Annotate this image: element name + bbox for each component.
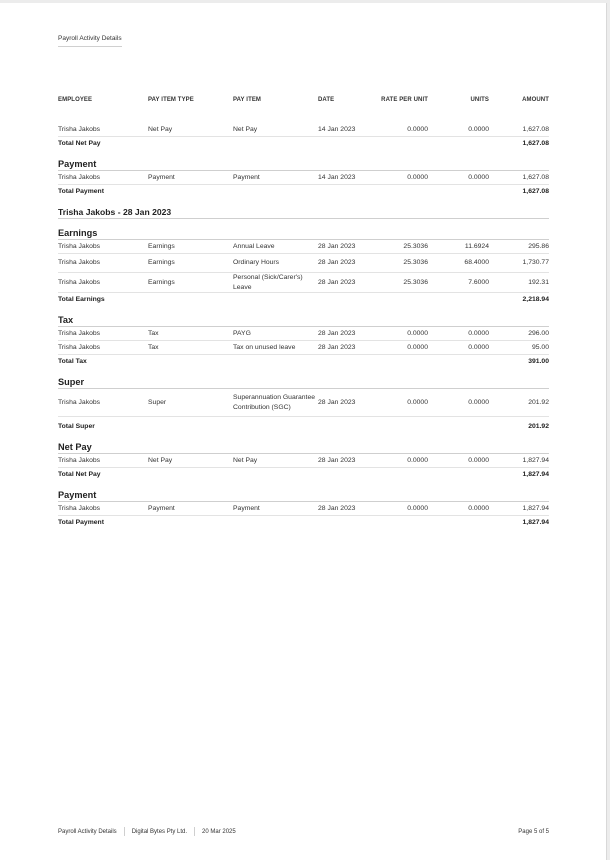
table-row: Trisha Jakobs Payment Payment 14 Jan 2023 0.0000 0.0000 1,627.08 <box>58 171 549 185</box>
page-footer <box>58 827 549 836</box>
total-row: Total Payment 1,627.08 <box>58 188 549 195</box>
section-title-net-pay: Net Pay <box>58 442 549 454</box>
table-row: Trisha Jakobs Earnings Personal (Sick/Carer's) Leave 28 Jan 2023 25.3036 7.6000 192.31 <box>58 273 549 293</box>
total-row: Total Net Pay 1,627.08 <box>58 140 549 147</box>
footer-date: 20 Mar 2025 <box>202 828 236 835</box>
footer-company: Digital Bytes Pty Ltd. <box>131 828 188 835</box>
total-row: Total Net Pay 1,827.94 <box>58 471 549 478</box>
report-page <box>0 3 606 860</box>
table-row: Trisha Jakobs Net Pay Net Pay 14 Jan 2023 0.0000 0.0000 1,627.08 <box>58 123 549 137</box>
table-row: Trisha Jakobs Tax Tax on unused leave 28 Jan 2023 0.0000 0.0000 95.00 <box>58 341 549 355</box>
table-row: Trisha Jakobs Earnings Ordinary Hours 28 Jan 2023 25.3036 68.4000 1,730.77 <box>58 254 549 273</box>
col-header-amount: AMOUNT <box>522 97 549 103</box>
table-row: Trisha Jakobs Net Pay Net Pay 28 Jan 2023 0.0000 0.0000 1,827.94 <box>58 454 549 468</box>
total-row: Total Payment 1,827.94 <box>58 519 549 526</box>
footer-page-number: Page 5 of 5 <box>518 828 549 835</box>
footer-report-name: Payroll Activity Details <box>58 828 117 835</box>
total-row: Total Earnings 2,218.94 <box>58 296 549 303</box>
total-row: Total Super 201.92 <box>58 423 549 430</box>
document-title: Payroll Activity Details <box>58 35 122 47</box>
col-header-pay-item-type: PAY ITEM TYPE <box>148 97 194 103</box>
col-header-employee: EMPLOYEE <box>58 97 93 103</box>
col-header-date: DATE <box>318 97 335 103</box>
section-title-earnings: Earnings <box>58 228 549 240</box>
col-header-units: UNITS <box>470 97 489 103</box>
table-row: Trisha Jakobs Earnings Annual Leave 28 Jan 2023 25.3036 11.6924 295.86 <box>58 240 549 254</box>
section-title-tax: Tax <box>58 315 549 327</box>
table-row: Trisha Jakobs Super Superannuation Guarantee Contribution (SGC) 28 Jan 2023 0.0000 0.0000 201.92 <box>58 389 549 417</box>
section-title-payment: Payment <box>58 490 549 502</box>
col-header-rate: RATE PER UNIT <box>381 97 428 103</box>
table-row: Trisha Jakobs Payment Payment 28 Jan 2023 0.0000 0.0000 1,827.94 <box>58 502 549 516</box>
employee-period-title: Trisha Jakobs - 28 Jan 2023 <box>58 207 549 219</box>
col-header-pay-item: PAY ITEM <box>233 97 262 103</box>
footer-divider <box>124 827 125 836</box>
footer-divider <box>194 827 195 836</box>
table-row: Trisha Jakobs Tax PAYG 28 Jan 2023 0.0000 0.0000 296.00 <box>58 327 549 341</box>
table-header <box>58 91 549 103</box>
section-title-super: Super <box>58 377 549 389</box>
report-table <box>58 91 549 529</box>
section-title-payment: Payment <box>58 159 549 171</box>
total-row: Total Tax 391.00 <box>58 358 549 365</box>
